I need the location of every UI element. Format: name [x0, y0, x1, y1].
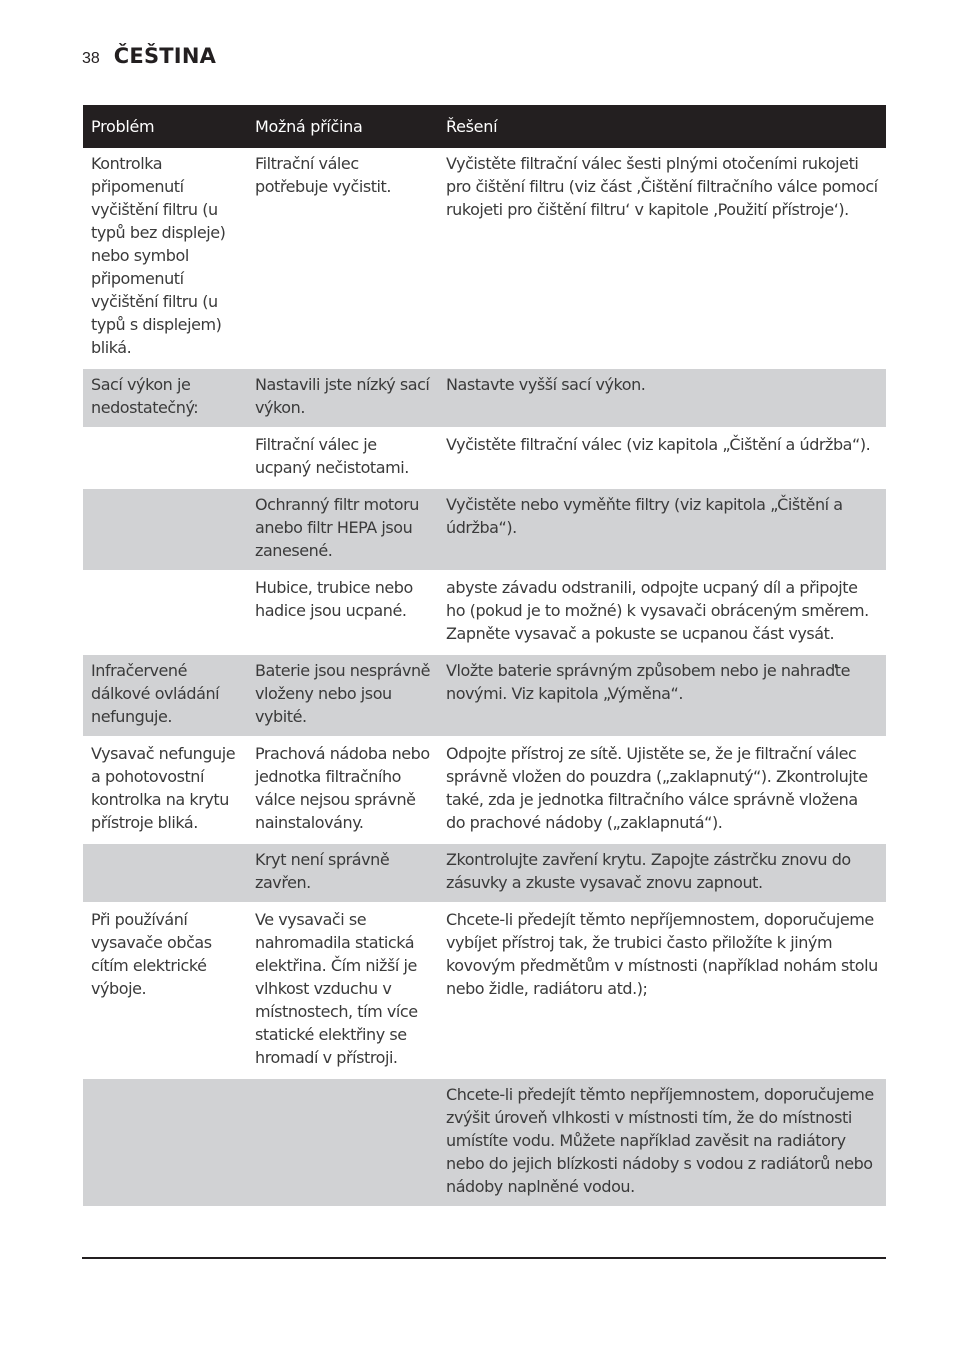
solution-cell: Chcete-li předejít těmto nepříjemnostem, doporučujeme vybíjet přístroj tak, že trubici často přiložíte k jiným kovovým předmětům v místnosti (například nohám stolu nebo židle, radiátoru atd.); [438, 903, 886, 1078]
table-row [83, 843, 886, 903]
column-header-solution: Řešení [438, 105, 886, 148]
solution-cell: Odpojte přístroj ze sítě. Ujistěte se, že je filtrační válec správně vložen do pouzdra („zaklapnutý“). Zkontrolujte také, zda je jednotka filtračního válce správně vložena do prachové nádoby („zaklapnutá“). [438, 737, 886, 843]
table-row [83, 488, 886, 571]
problem-cell [83, 1078, 247, 1207]
cause-cell: Kryt není správně zavřen. [247, 843, 438, 903]
cause-cell: Hubice, trubice nebo hadice jsou ucpané. [247, 571, 438, 654]
cause-cell [247, 1078, 438, 1207]
cause-cell: Nastavili jste nízký sací výkon. [247, 368, 438, 428]
solution-cell: Vyčistěte filtrační válec šesti plnými otočeními rukojeti pro čištění filtru (viz část ‚Čištění filtračního válce pomocí rukojeti pro čištění filtru‘ v kapitole ‚Použití přístroje‘). [438, 148, 886, 368]
column-header-problem: Problém [83, 105, 247, 148]
solution-cell: Vyčistěte nebo vyměňte filtry (viz kapitola „Čištění a údržba“). [438, 488, 886, 571]
problem-cell: Kontrolka připomenutí vyčištění filtru (u typů bez displeje) nebo symbol připomenutí vyčištění filtru (u typů s displejem) bliká. [83, 148, 247, 368]
page-number: 38 [82, 50, 100, 67]
cause-cell: Ve vysavači se nahromadila statická elektřina. Čím nižší je vlhkost vzduchu v místnostech, tím více statické elektřiny se hromadí v přístroji. [247, 903, 438, 1078]
cause-cell: Filtrační válec je ucpaný nečistotami. [247, 428, 438, 488]
solution-cell: Vložte baterie správným způsobem nebo je nahraďte novými. Viz kapitola „Výměna“. [438, 654, 886, 737]
table-row [83, 654, 886, 737]
table-header-row [83, 105, 886, 148]
table-row [83, 148, 886, 368]
page-header [82, 44, 216, 74]
table-row [83, 368, 886, 428]
table-row [83, 903, 886, 1078]
table-row [83, 571, 886, 654]
problem-cell: Vysavač nefunguje a pohotovostní kontrolka na krytu přístroje bliká. [83, 737, 247, 843]
problem-cell: Infračervené dálkové ovládání nefunguje. [83, 654, 247, 737]
table-row [83, 737, 886, 843]
cause-cell: Filtrační válec potřebuje vyčistit. [247, 148, 438, 368]
column-header-cause: Možná příčina [247, 105, 438, 148]
section-title: ČEŠTINA [113, 44, 217, 68]
problem-cell [83, 843, 247, 903]
bottom-divider [82, 1257, 886, 1259]
table-row [83, 428, 886, 488]
solution-cell: abyste závadu odstranili, odpojte ucpaný díl a připojte ho (pokud je to možné) k vysavači obráceným směrem. Zapněte vysavač a pokuste se ucpanou část vysát. [438, 571, 886, 654]
solution-cell: Nastavte vyšší sací výkon. [438, 368, 886, 428]
problem-cell [83, 488, 247, 571]
problem-cell [83, 428, 247, 488]
solution-cell: Chcete-li předejít těmto nepříjemnostem, doporučujeme zvýšit úroveň vlhkosti v místnosti tím, že do místnosti umístíte vodu. Můžete například zavěsit na radiátory nebo do jejich blízkosti nádoby s vodou z radiátorů nebo nádoby naplněné vodou. [438, 1078, 886, 1207]
problem-cell: Sací výkon je nedostatečný: [83, 368, 247, 428]
table-row [83, 1078, 886, 1207]
cause-cell: Baterie jsou nesprávně vloženy nebo jsou vybité. [247, 654, 438, 737]
cause-cell: Ochranný filtr motoru anebo filtr HEPA jsou zanesené. [247, 488, 438, 571]
problem-cell [83, 571, 247, 654]
troubleshooting-table [83, 105, 886, 1208]
solution-cell: Vyčistěte filtrační válec (viz kapitola „Čištění a údržba“). [438, 428, 886, 488]
problem-cell: Při používání vysavače občas cítím elektrické výboje. [83, 903, 247, 1078]
solution-cell: Zkontrolujte zavření krytu. Zapojte zástrčku znovu do zásuvky a zkuste vysavač znovu zapnout. [438, 843, 886, 903]
cause-cell: Prachová nádoba nebo jednotka filtračního válce nejsou správně nainstalovány. [247, 737, 438, 843]
